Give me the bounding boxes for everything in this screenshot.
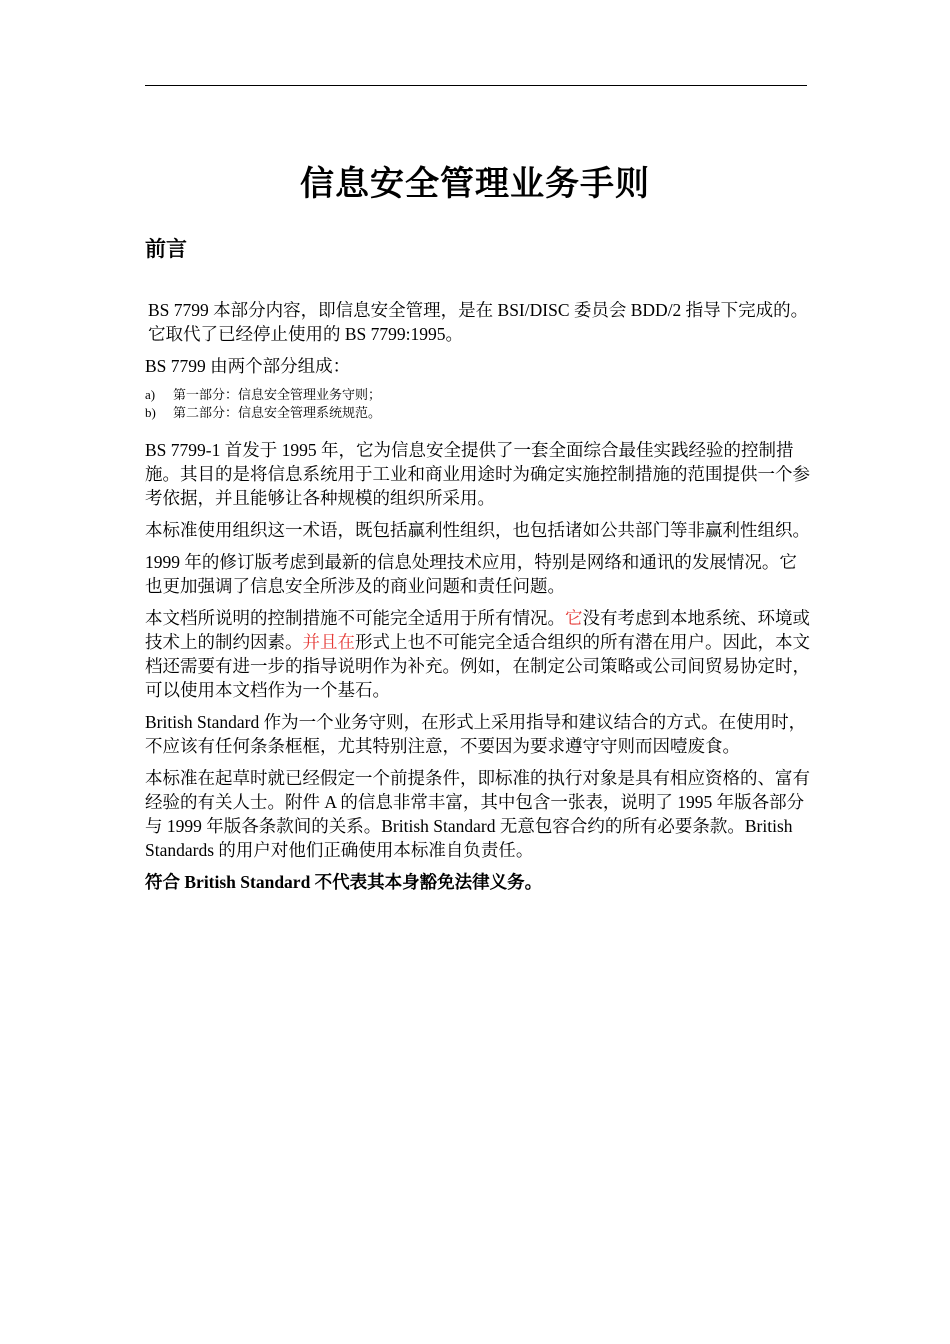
paragraph-6-part-a: 本文档所说明的控制措施不可能完全适用于所有情况。 (145, 608, 565, 628)
list-item-text: 第二部分：信息安全管理系统规范。 (173, 405, 382, 420)
list-marker: b) (145, 405, 156, 420)
header-rule (145, 85, 807, 86)
list-item (145, 386, 810, 404)
document-body (145, 298, 810, 902)
paragraph-6-part-e: 形式上也不可能完全适合组织的所有潜在用户。因此，本文档还需要有进一步的指导说明作为补充。例如，在制定公司策略或公司间贸易协定时，可以使用本文档作为一个基石。 (145, 632, 810, 700)
paragraph-5: 1999 年的修订版考虑到最新的信息处理技术应用，特别是网络和通讯的发展情况。它也更加强调了信息安全所涉及的商业问题和责任问题。 (145, 552, 797, 596)
paragraph-6 (145, 606, 810, 702)
paragraph-6-part-c: 没有考虑到本地系统、环境或技术上的制约因素。 (145, 608, 810, 652)
list-item-text: 第一部分：信息安全管理业务守则； (173, 387, 382, 402)
paragraph-8: 本标准在起草时就已经假定一个前提条件，即标准的执行对象是具有相应资格的、富有经验的有关人士。附件 A 的信息非常丰富，其中包含一张表，说明了 1995 年版各部分与 1999 年版各条款间的关系。British Standard 无意包容合约的所有必要条款。British Standards 的用户对他们正确使用本标准自负责任。 (145, 768, 810, 860)
parts-list (145, 386, 810, 422)
document-title: 信息安全管理业务手则 (300, 166, 650, 203)
paragraph-7: British Standard 作为一个业务守则，在形式上采用指导和建议结合的方式。在使用时，不应该有任何条条框框，尤其特别注意，不要因为要求遵守守则而因噎废食。 (145, 712, 807, 756)
paragraph-3: BS 7799-1 首发于 1995 年，它为信息安全提供了一套全面综合最佳实践经验的控制措施。其目的是将信息系统用于工业和商业用途时为确定实施控制措施的范围提供一个参考依据，并且能够让各种规模的组织所采用。 (145, 440, 810, 508)
paragraph-1: BS 7799 本部分内容，即信息安全管理，是在 BSI/DISC 委员会 BDD/2 指导下完成的。它取代了已经停止使用的 BS 7799:1995。 (148, 300, 809, 344)
list-marker: a) (145, 387, 156, 402)
paragraph-9-disclaimer: 符合 British Standard 不代表其本身豁免法律义务。 (145, 872, 543, 892)
highlight-text: 它 (565, 608, 583, 628)
paragraph-2: BS 7799 由两个部分组成： (145, 356, 351, 376)
list-item (145, 404, 810, 422)
highlight-text: 并且在 (302, 632, 355, 652)
paragraph-4: 本标准使用组织这一术语，既包括赢利性组织，也包括诸如公共部门等非赢利性组织。 (145, 520, 810, 540)
preface-heading: 前言 (145, 237, 187, 261)
